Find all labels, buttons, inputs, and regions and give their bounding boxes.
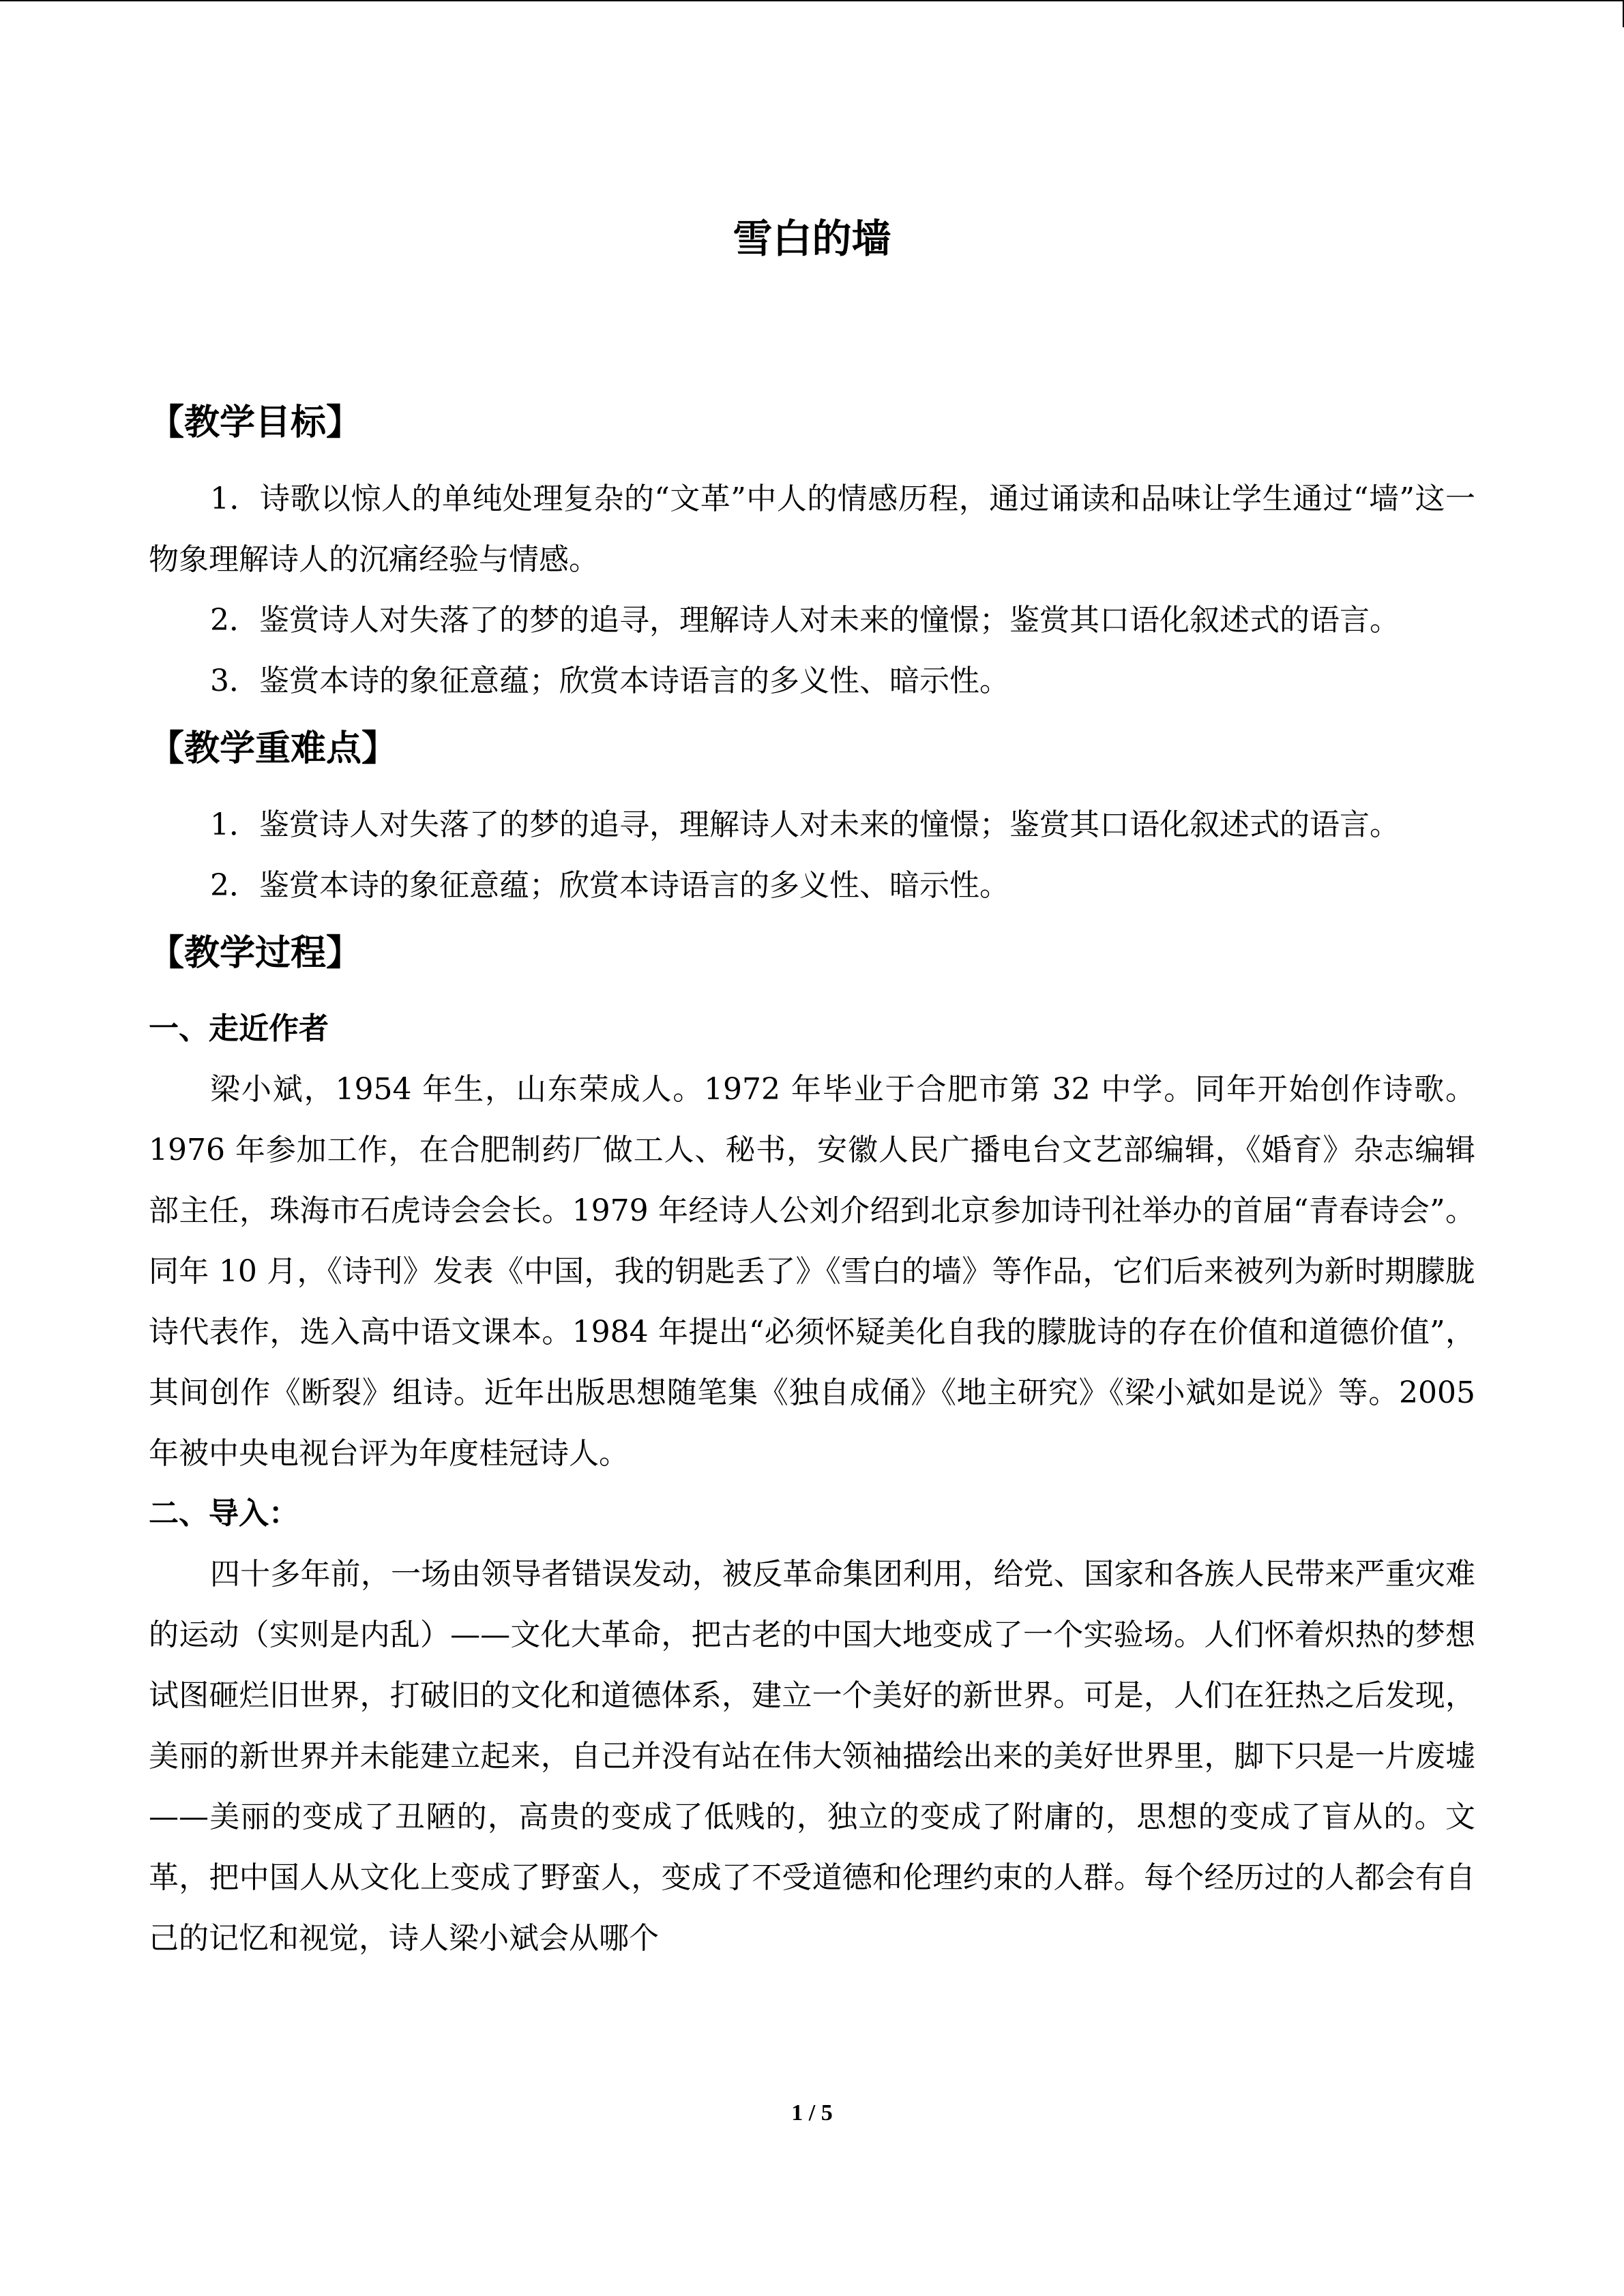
page-number: 1 / 5 — [791, 2100, 833, 2126]
goals-heading: 【教学目标】 — [149, 402, 362, 443]
document-page — [149, 205, 1475, 1969]
key-point-item-2: 2．鉴赏本诗的象征意蕴；欣赏本诗语言的多义性、暗示性。 — [210, 868, 1009, 903]
process-heading: 【教学过程】 — [149, 933, 362, 974]
page-border-top — [0, 0, 1624, 1]
intro-paragraph: 四十多年前，一场由领导者错误发动，被反革命集团利用，给党、国家和各族人民带来严重灾难的运动（实则是内乱）——文化大革命，把古老的中国大地变成了一个实验场。人们怀着炽热的梦想试图砸烂旧世界，打破旧的文化和道德体系，建立一个美好的新世界。可是，人们在狂热之后发现，美丽的新世界并未能建立起来，自己并没有站在伟大领袖描绘出来的美好世界里，脚下只是一片废墟——美丽的变成了丑陋的，高贵的变成了低贱的，独立的变成了附庸的，思想的变成了盲从的。文革，把中国人从文化上变成了野蛮人，变成了不受道德和伦理约束的人群。每个经历过的人都会有自己的记忆和视觉，诗人梁小斌会从哪个 — [149, 1557, 1475, 1956]
intro-heading: 二、导入： — [149, 1496, 299, 1531]
key-point-item-1: 1．鉴赏诗人对失落了的梦的追寻，理解诗人对未来的憧憬；鉴赏其口语化叙述式的语言。 — [210, 807, 1400, 842]
goal-item-2: 2．鉴赏诗人对失落了的梦的追寻，理解诗人对未来的憧憬；鉴赏其口语化叙述式的语言。 — [210, 603, 1400, 638]
goal-item-3: 3．鉴赏本诗的象征意蕴；欣赏本诗语言的多义性、暗示性。 — [210, 664, 1009, 698]
author-paragraph: 梁小斌，1954 年生，山东荣成人。1972 年毕业于合肥市第 32 中学。同年开始创作诗歌。1976 年参加工作，在合肥制药厂做工人、秘书，安徽人民广播电台文艺部编辑，《婚育》杂志编辑部主任，珠海市石虎诗会会长。1979 年经诗人公刘介绍到北京参加诗刊社举办的首届“青春诗会”。同年 10 月，《诗刊》发表《中国，我的钥匙丢了》《雪白的墙》等作品，它们后来被列为新时期朦胧诗代表作，选入高中语文课本。1984 年提出“必须怀疑美化自我的朦胧诗的存在价值和道德价值”，其间创作《断裂》组诗。近年出版思想随笔集《独自成俑》《地主研究》《梁小斌如是说》等。2005 年被中央电视台评为年度桂冠诗人。 — [149, 1072, 1475, 1471]
key-points-heading: 【教学重难点】 — [149, 728, 398, 769]
document-title: 雪白的墙 — [733, 215, 891, 262]
author-heading: 一、走近作者 — [149, 1011, 329, 1046]
goal-item-1: 1．诗歌以惊人的单纯处理复杂的“文革”中人的情感历程，通过诵读和品味让学生通过“墙”这一物象理解诗人的沉痛经验与情感。 — [149, 481, 1475, 577]
